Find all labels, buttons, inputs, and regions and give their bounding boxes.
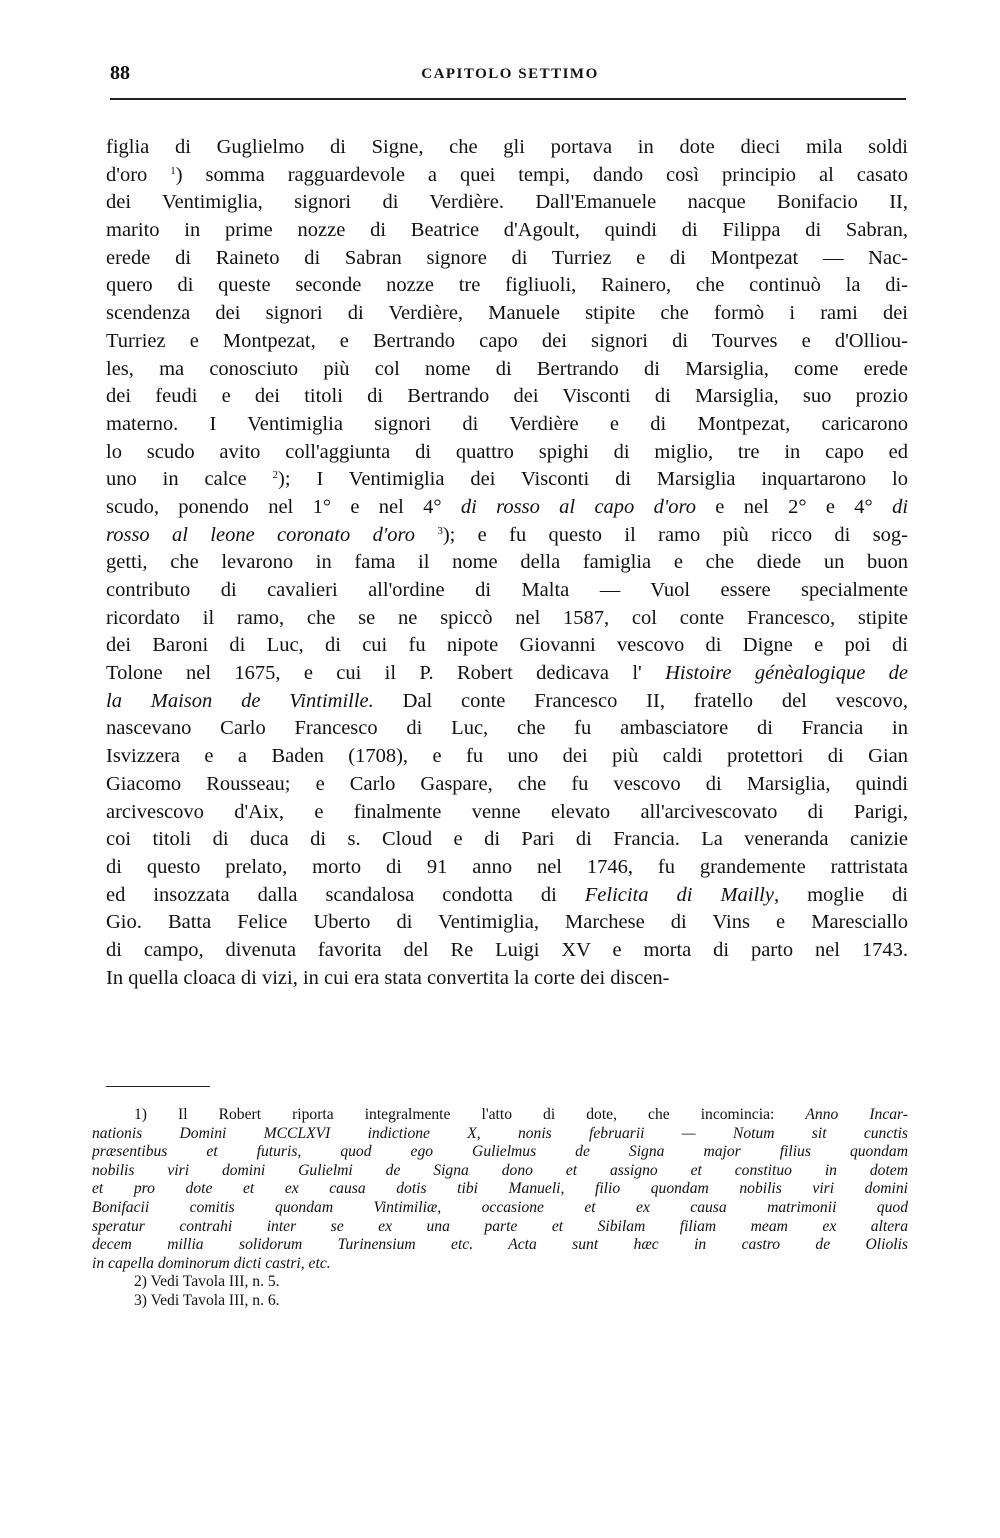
- text-run: dei feudi e dei titoli di Bertrando dei Visconti di Marsiglia, suo prozio: [106, 385, 908, 408]
- header-rule: [110, 98, 906, 100]
- text-run: [415, 524, 437, 546]
- text-run: d'oro: [106, 163, 171, 186]
- text-run: nascevano Carlo Francesco di Luc, che fu ambasciatore di Francia in: [106, 717, 908, 740]
- italic-text: speratur contrahi inter se ex una parte et Sibilam filiam meam ex altera: [92, 1217, 908, 1235]
- text-run: materno. I Ventimiglia signori di Verdière e di Montpezat, caricarono: [106, 412, 908, 435]
- text-run: uno in calce: [106, 468, 273, 491]
- footnote-rule: [106, 1086, 210, 1087]
- body-line: [106, 522, 908, 550]
- text-run: Gio. Batta Felice Uberto di Ventimiglia, Marchese di Vins e Maresciallo: [106, 911, 908, 934]
- footnote-line: [92, 1255, 908, 1274]
- italic-text: præsentibus et futuris, quod ego Gulielmus de Signa major filius quondam: [92, 1143, 908, 1161]
- text-run: 2) Vedi Tavola III, n. 5.: [134, 1273, 280, 1291]
- text-run: Isvizzera e a Baden (1708), e fu uno dei più caldi protettori di Gian: [106, 745, 908, 768]
- body-line: [106, 411, 908, 439]
- body-line: [106, 549, 908, 577]
- text-run: getti, che levarono in fama il nome della famiglia e che diede un buon: [106, 551, 908, 574]
- footnote-line: [92, 1143, 908, 1162]
- footnotes: [92, 1106, 908, 1311]
- body-line: [106, 328, 908, 356]
- text-run: les, ma conosciuto più col nome di Bertrando di Marsiglia, come erede: [106, 357, 908, 380]
- body-line: [106, 494, 908, 522]
- body-line: [106, 743, 908, 771]
- body-line: [106, 854, 908, 882]
- body-line: [106, 577, 908, 605]
- body-line: [106, 245, 908, 273]
- text-run: quero di queste seconde nozze tre figliuoli, Rainero, che continuò la di-: [106, 274, 908, 297]
- italic-text: Anno Incar-: [805, 1106, 908, 1123]
- body-line: [106, 660, 908, 688]
- body-line: [106, 882, 908, 910]
- body-text: [106, 134, 908, 992]
- footnote-line: [92, 1162, 908, 1181]
- text-run: ); e fu questo il ramo più ricco di sog-: [442, 523, 908, 546]
- italic-text: la Maison de Vintimille.: [106, 689, 374, 712]
- footnote-line: [92, 1180, 908, 1199]
- body-line: [106, 799, 908, 827]
- body-line: [106, 134, 908, 162]
- page-header: [110, 62, 910, 96]
- footnote-line: [92, 1199, 908, 1218]
- text-run: Turriez e Montpezat, e Bertrando capo dei signori di Tourves e d'Olliou-: [106, 329, 908, 352]
- footnote-line: [92, 1125, 908, 1144]
- body-line: [106, 439, 908, 467]
- text-run: ) somma ragguardevole a quei tempi, dando così principio al casato: [175, 163, 908, 186]
- body-line: [106, 909, 908, 937]
- text-run: coi titoli di duca di s. Cloud e di Pari di Francia. La veneranda canizie: [106, 828, 908, 851]
- text-run: contributo di cavalieri all'ordine di Malta — Vuol essere specialmente: [106, 579, 908, 601]
- text-run: Tolone nel 1675, e cui il P. Robert dedicava l': [106, 662, 666, 685]
- footnote-marker: 1: [170, 164, 176, 177]
- text-run: figlia di Guglielmo di Signe, che gli portava in dote dieci mila soldi: [106, 136, 908, 158]
- italic-text: nationis Domini MCCLXVI indictione X, nonis februarii — Notum sit cunctis: [92, 1124, 908, 1142]
- italic-text: nobilis viri domini Gulielmi de Signa dono et assigno et constituo in dotem: [92, 1161, 908, 1179]
- text-run: In quella cloaca di vizi, in cui era stata convertita la corte dei discen-: [106, 966, 670, 989]
- body-line: [106, 826, 908, 854]
- body-line: [106, 937, 908, 965]
- text-run: 1) Il Robert riporta integralmente l'atto di dote, che incomincia:: [134, 1106, 806, 1123]
- footnote-marker: 2: [272, 469, 279, 482]
- italic-text: Felicita di Mailly: [584, 883, 774, 906]
- text-run: lo scudo avito coll'aggiunta di quattro spighi di miglio, tre in capo ed: [106, 440, 908, 463]
- text-run: dei Ventimiglia, signori di Verdière. Dall'Emanuele nacque Bonifacio II,: [106, 191, 908, 214]
- italic-text: di: [892, 495, 908, 518]
- body-line: [106, 715, 908, 743]
- text-run: marito in prime nozze di Beatrice d'Agoult, quindi di Filippa di Sabran,: [106, 219, 908, 242]
- footnote-marker: 3: [437, 524, 443, 537]
- text-run: ricordato il ramo, che se ne spiccò nel 1587, col conte Francesco, stipite: [106, 606, 908, 629]
- italic-text: in capella dominorum dicti castri, etc.: [92, 1254, 331, 1272]
- body-line: [106, 688, 908, 716]
- body-line: [106, 771, 908, 799]
- footnote-line: [92, 1236, 908, 1255]
- body-line: [106, 272, 908, 300]
- italic-text: rosso al leone coronato d'oro: [106, 523, 415, 546]
- text-run: scendenza dei signori di Verdière, Manuele stipite che formò i rami dei: [106, 302, 908, 325]
- text-run: ed insozzata dalla scandalosa condotta di: [106, 883, 585, 906]
- body-line: [106, 300, 908, 328]
- footnote-line: [92, 1106, 908, 1125]
- footnote-line: [92, 1273, 908, 1292]
- body-line: [106, 217, 908, 245]
- text-run: dei Baroni di Luc, di cui fu nipote Giovanni vescovo di Digne e poi di: [106, 634, 908, 657]
- italic-text: di rosso al capo d'oro: [460, 495, 696, 518]
- body-line: [106, 605, 908, 633]
- text-run: arcivescovo d'Aix, e finalmente venne elevato all'arcivescovato di Parigi,: [106, 800, 908, 823]
- text-run: Dal conte Francesco II, fratello del vescovo,: [373, 689, 908, 712]
- body-line: [106, 189, 908, 217]
- text-run: erede di Raineto di Sabran signore di Turriez e di Montpezat — Nac-: [106, 246, 908, 269]
- page-number: 88: [110, 62, 130, 84]
- italic-text: et pro dote et ex causa dotis tibi Manueli, filio quondam nobilis viri domini: [92, 1180, 908, 1198]
- text-run: di campo, divenuta favorita del Re Luigi XV e morta di parto nel 1743.: [106, 938, 908, 961]
- text-run: 3) Vedi Tavola III, n. 6.: [134, 1291, 280, 1309]
- text-run: , moglie di: [773, 883, 908, 906]
- text-run: ); I Ventimiglia dei Visconti di Marsiglia inquartarono lo: [278, 468, 908, 491]
- text-run: Giacomo Rousseau; e Carlo Gaspare, che fu vescovo di Marsiglia, quindi: [106, 772, 908, 795]
- text-run: di questo prelato, morto di 91 anno nel 1746, fu grandemente rattristata: [106, 855, 908, 878]
- text-run: e nel 2° e 4°: [695, 495, 893, 518]
- body-line: [106, 965, 908, 993]
- body-line: [106, 356, 908, 384]
- text-run: scudo, ponendo nel 1° e nel 4°: [106, 495, 461, 518]
- running-title: CAPITOLO SETTIMO: [421, 66, 599, 82]
- body-line: [106, 162, 908, 190]
- body-line: [106, 632, 908, 660]
- footnote-line: [92, 1218, 908, 1237]
- body-line: [106, 383, 908, 411]
- italic-text: Bonifacii comitis quondam Vintimiliæ, occasione et ex causa matrimonii quod: [92, 1198, 908, 1216]
- italic-text: decem millia solidorum Turinensium etc. Acta sunt hæc in castro de Oliolis: [92, 1236, 908, 1254]
- italic-text: Histoire génèalogique de: [665, 662, 908, 685]
- body-line: [106, 466, 908, 494]
- footnote-line: [92, 1292, 908, 1311]
